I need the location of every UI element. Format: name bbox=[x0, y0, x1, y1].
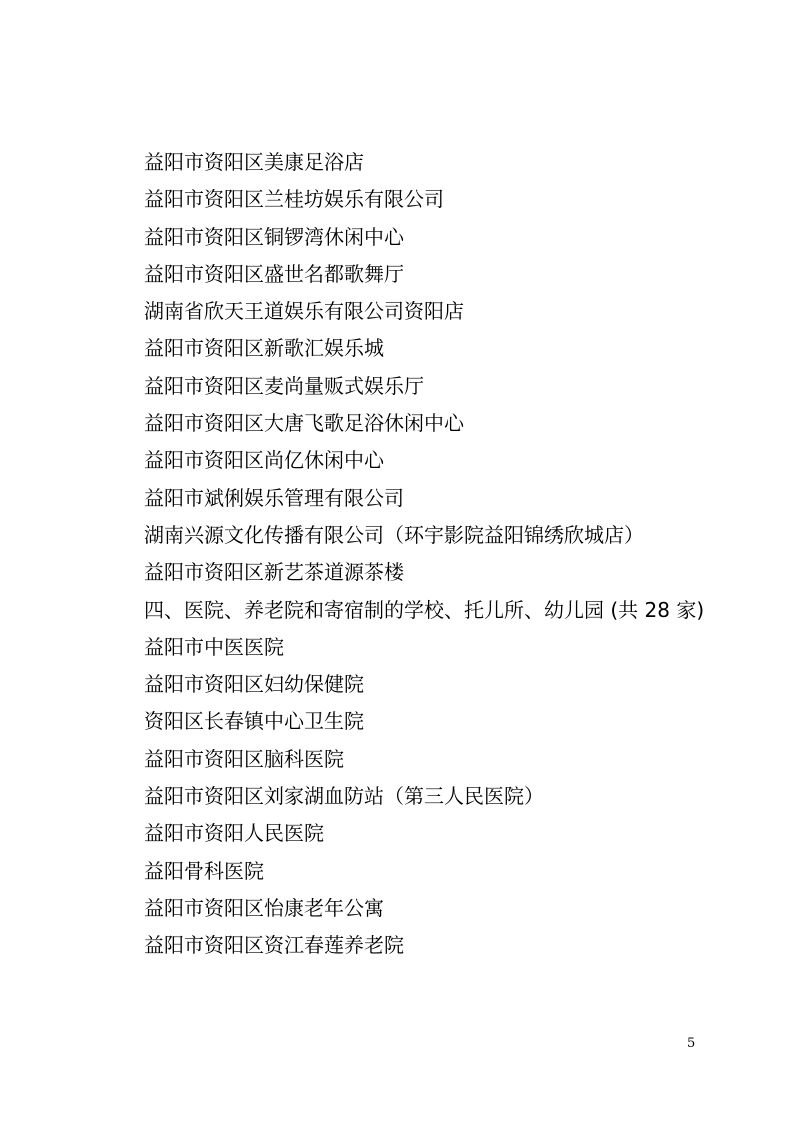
list-item: 益阳市中医医院 bbox=[144, 634, 284, 659]
entry-list bbox=[144, 144, 764, 965]
list-item: 益阳市资阳区怡康老年公寓 bbox=[144, 895, 384, 920]
list-item: 益阳市资阳区盛世名都歌舞厅 bbox=[144, 261, 404, 286]
list-item: 益阳市资阳区尚亿休闲中心 bbox=[144, 448, 384, 473]
list-item: 益阳市资阳区新艺茶道源茶楼 bbox=[144, 560, 404, 585]
list-item: 益阳市资阳区铜锣湾休闲中心 bbox=[144, 224, 404, 249]
list-item: 湖南兴源文化传播有限公司（环宇影院益阳锦绣欣城店） bbox=[144, 522, 644, 547]
list-item: 益阳市资阳区脑科医院 bbox=[144, 746, 344, 771]
list-item: 益阳市资阳区资江春莲养老院 bbox=[144, 933, 404, 958]
list-item: 益阳市资阳区刘家湖血防站（第三人民医院） bbox=[144, 784, 544, 809]
list-item: 益阳市资阳区大唐飞歌足浴休闲中心 bbox=[144, 411, 464, 436]
page-number: 5 bbox=[687, 1036, 696, 1051]
list-item: 资阳区长春镇中心卫生院 bbox=[144, 709, 364, 734]
list-item: 益阳市资阳区妇幼保健院 bbox=[144, 672, 364, 697]
list-item: 益阳市资阳区兰桂坊娱乐有限公司 bbox=[144, 187, 444, 212]
list-item: 益阳市资阳区美康足浴店 bbox=[144, 150, 364, 174]
section-heading: 四、医院、养老院和寄宿制的学校、托儿所、幼儿园 (共 28 家) bbox=[144, 597, 705, 622]
list-item: 益阳市资阳区麦尚量贩式娱乐厅 bbox=[144, 373, 424, 398]
list-item: 益阳市斌俐娱乐管理有限公司 bbox=[144, 485, 404, 510]
list-item: 湖南省欣天王道娱乐有限公司资阳店 bbox=[144, 299, 464, 324]
list-item: 益阳骨科医院 bbox=[144, 858, 264, 883]
list-item: 益阳市资阳区新歌汇娱乐城 bbox=[144, 336, 384, 361]
list-item: 益阳市资阳人民医院 bbox=[144, 821, 324, 846]
